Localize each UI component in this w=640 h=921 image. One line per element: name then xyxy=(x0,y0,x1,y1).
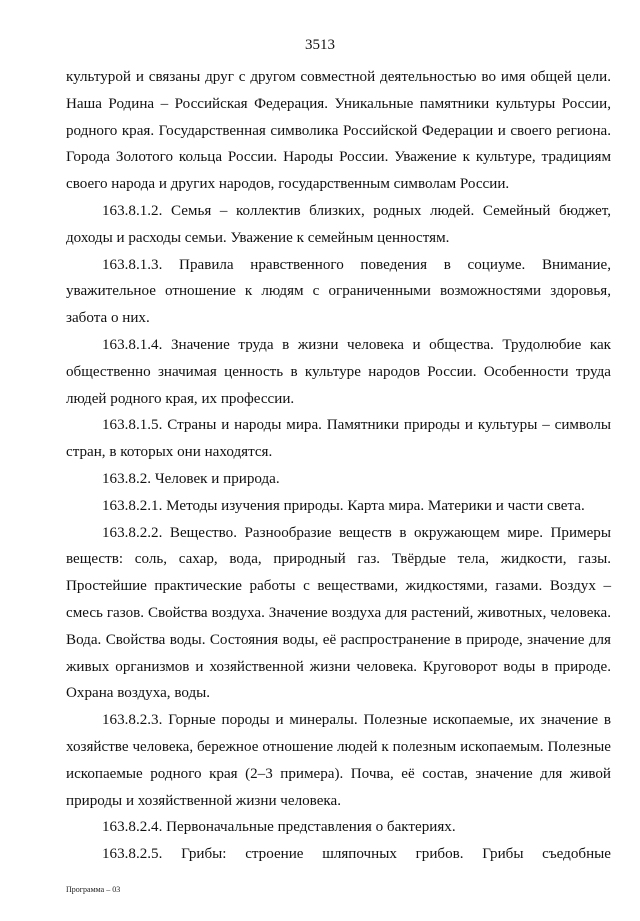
page-number: 3513 xyxy=(305,37,335,53)
paragraph-163-8-2-5: 163.8.2.5. Грибы: строение шляпочных грибов. Грибы съедобные xyxy=(102,846,611,863)
paragraph-163-8-2-4: 163.8.2.4. Первоначальные представления о бактериях. xyxy=(102,819,456,836)
paragraph-163-8-1-2: 163.8.1.2. Семья – коллектив близких, родных людей. Семейный бюджет, доходы и расходы семьи. Уважение к семейным ценностям. xyxy=(66,202,611,246)
paragraph-163-8-2-2: 163.8.2.2. Вещество. Разнообразие веществ в окружающем мире. Примеры веществ: соль, сахар, вода, природный газ. Твёрдые тела, жидкости, газы. Простейшие практические работы с веществами, жидкостями, газами. Воздух – смесь газов. Свойства воздуха. Значение воздуха для растений, животных, человека. Вода. Свойства воды. Состояния воды, её распространение в природе, значение для живых организмов и хозяйственной жизни человека. Круговорот воды в природе. Охрана воздуха, воды. xyxy=(66,524,611,702)
paragraph-163-8-2: 163.8.2. Человек и природа. xyxy=(102,470,280,487)
footer-program-label: Программа – 03 xyxy=(66,885,121,894)
paragraph-continuation: культурой и связаны друг с другом совместной деятельностью во имя общей цели. Наша Родина – Российская Федерация. Уникальные памятники культуры России, родного края. Государственная символика Российской Федерации и своего региона. Города Золотого кольца России. Народы России. Уважение к культуре, традициям своего народа и других народов, государственным символам России. xyxy=(66,69,611,193)
paragraph-163-8-1-3: 163.8.1.3. Правила нравственного поведения в социуме. Внимание, уважительное отношение к людям с ограниченными возможностями здоровья, забота о них. xyxy=(66,256,611,327)
paragraph-163-8-2-3: 163.8.2.3. Горные породы и минералы. Полезные ископаемые, их значение в хозяйстве человека, бережное отношение людей к полезным ископаемым. Полезные ископаемые родного края (2–3 примера). Почва, её состав, значение для живой природы и хозяйственной жизни человека. xyxy=(66,712,611,809)
paragraph-163-8-1-5: 163.8.1.5. Страны и народы мира. Памятники природы и культуры – символы стран, в которых они находятся. xyxy=(66,417,611,461)
body-text xyxy=(66,64,611,868)
paragraph-163-8-1-4: 163.8.1.4. Значение труда в жизни человека и общества. Трудолюбие как общественно значимая ценность в культуре народов России. Особенности труда людей родного края, их профессии. xyxy=(66,336,611,407)
paragraph-163-8-2-1: 163.8.2.1. Методы изучения природы. Карта мира. Материки и части света. xyxy=(102,497,585,514)
